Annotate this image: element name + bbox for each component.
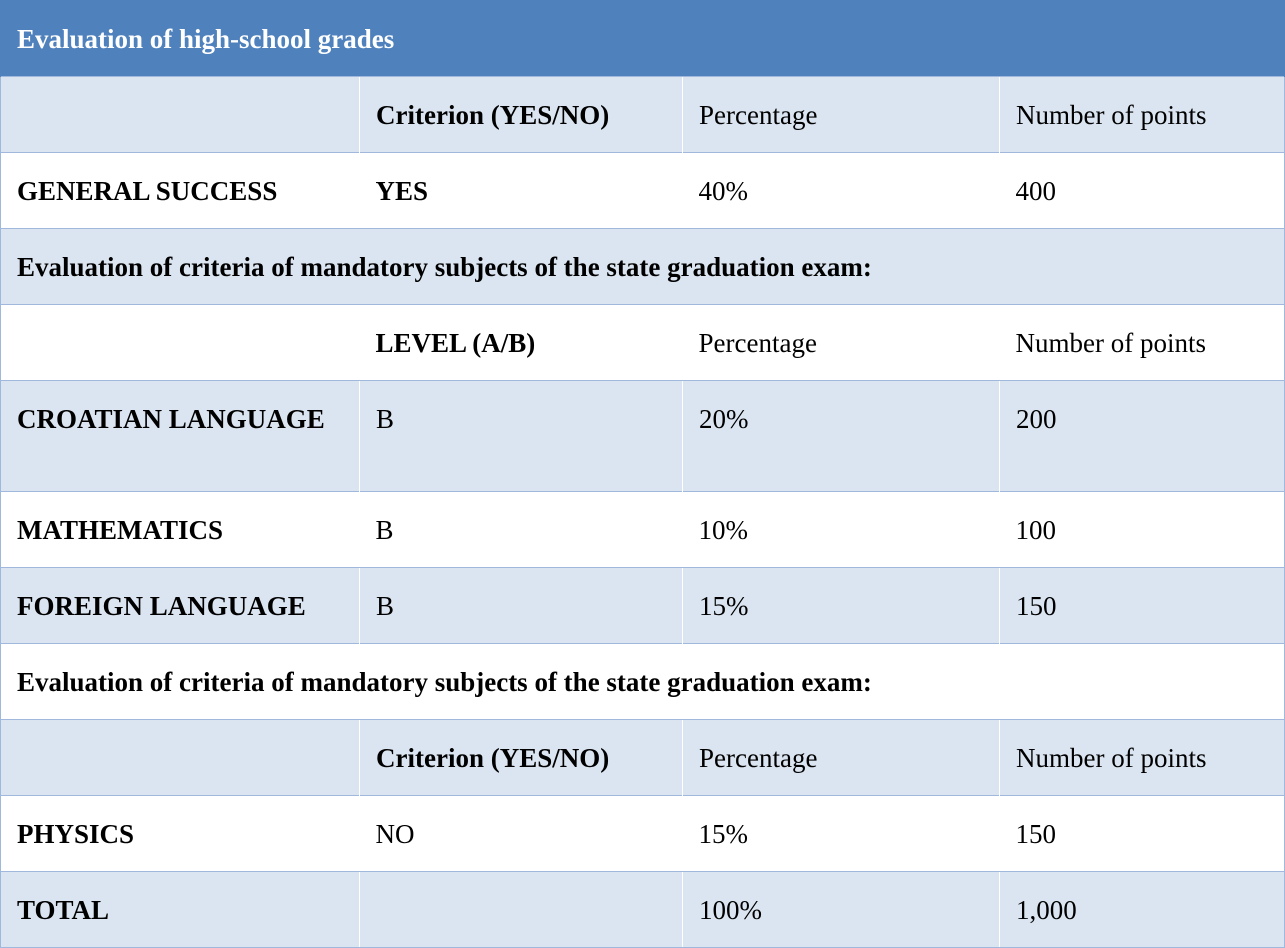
level-value: B — [360, 491, 683, 567]
header-empty-cell — [1, 304, 360, 380]
header-criterion: Criterion (YES/NO) — [360, 719, 683, 795]
subject-name: PHYSICS — [1, 795, 360, 871]
table-row-foreign-language — [1, 567, 1285, 643]
header-percentage: Percentage — [683, 719, 1000, 795]
table-title: Evaluation of high-school grades — [1, 0, 1285, 76]
points-value: 400 — [1000, 152, 1285, 228]
total-label: TOTAL — [1, 871, 360, 947]
percentage-value: 20% — [683, 380, 1000, 491]
header-empty-cell — [1, 719, 360, 795]
section-heading: Evaluation of criteria of mandatory subjects of the state graduation exam: — [1, 643, 1285, 719]
level-value: B — [360, 567, 683, 643]
header-criterion: Criterion (YES/NO) — [360, 76, 683, 152]
percentage-value: 15% — [683, 567, 1000, 643]
header-points: Number of points — [1000, 76, 1285, 152]
total-percentage: 100% — [683, 871, 1000, 947]
header-row-level — [1, 304, 1285, 380]
header-points: Number of points — [1000, 719, 1285, 795]
header-points: Number of points — [1000, 304, 1285, 380]
header-row-criterion-2 — [1, 719, 1285, 795]
criterion-value: NO — [360, 795, 683, 871]
header-row-criterion — [1, 76, 1285, 152]
table-row-general-success — [1, 152, 1285, 228]
header-level: LEVEL (A/B) — [360, 304, 683, 380]
section-row-mandatory — [1, 228, 1285, 304]
points-value: 150 — [1000, 567, 1285, 643]
header-empty-cell — [1, 76, 360, 152]
table-row-croatian — [1, 380, 1285, 491]
subject-name: GENERAL SUCCESS — [1, 152, 360, 228]
subject-name: MATHEMATICS — [1, 491, 360, 567]
percentage-value: 10% — [683, 491, 1000, 567]
subject-name: CROATIAN LANGUAGE — [1, 380, 360, 491]
subject-name: FOREIGN LANGUAGE — [1, 567, 360, 643]
points-value: 100 — [1000, 491, 1285, 567]
points-value: 150 — [1000, 795, 1285, 871]
section-row-mandatory-2 — [1, 643, 1285, 719]
table-row-total — [1, 871, 1285, 947]
header-percentage: Percentage — [683, 304, 1000, 380]
points-value: 200 — [1000, 380, 1285, 491]
percentage-value: 15% — [683, 795, 1000, 871]
total-points: 1,000 — [1000, 871, 1285, 947]
level-value: B — [360, 380, 683, 491]
criterion-value: YES — [360, 152, 683, 228]
table-row-mathematics — [1, 491, 1285, 567]
criterion-value — [360, 871, 683, 947]
percentage-value: 40% — [683, 152, 1000, 228]
section-heading: Evaluation of criteria of mandatory subjects of the state graduation exam: — [1, 228, 1285, 304]
table-title-row — [1, 0, 1285, 76]
header-percentage: Percentage — [683, 76, 1000, 152]
table-row-physics — [1, 795, 1285, 871]
